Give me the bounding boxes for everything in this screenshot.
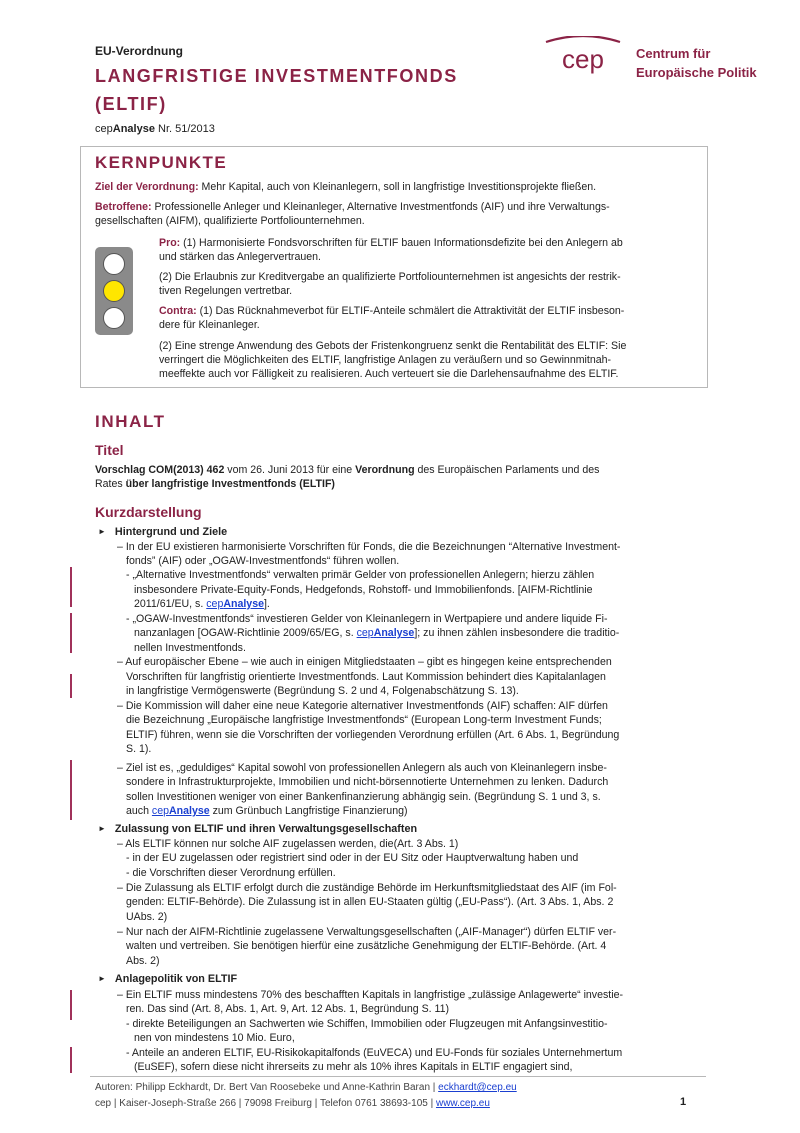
approval-line4: – Die Zulassung als ELTIF erfolgt durch die zuständige Behörde im Herkunftsmitgliedstaat des AIF (im Fol- bbox=[117, 882, 617, 894]
contra2-line3: meeffekte auch vor Fälligkeit zu realisieren. Auch verteuert sie die Darlehensaufnahme des ELTIF. bbox=[159, 368, 619, 380]
traffic-light-icon bbox=[95, 247, 133, 335]
regulation-type: EU-Verordnung bbox=[95, 44, 184, 58]
approval-line8: walten und vertreiben. Sie benötigen hierfür eine zusätzliche Genehmigung der ELTIF-Behörde. (Art. 4 bbox=[126, 940, 607, 952]
change-bar bbox=[70, 760, 72, 820]
bg-line6: - „OGAW-Investmentfonds“ investieren Gelder von Kleinanlegern in Wertpapiere und andere liquide Fi- bbox=[126, 613, 608, 625]
bg-line11: in langfristige Vermögenswerte (Begründung S. 2 und 4, Folgenabschätzung S. 13). bbox=[126, 685, 519, 697]
change-bar bbox=[70, 567, 72, 607]
approval-line7: – Nur nach der AIFM-Richtlinie zugelassene Verwaltungsgesellschaften („AIF-Manager“) dürfen ELTIF ver- bbox=[117, 926, 617, 938]
policy-line5: - Anteile an anderen ELTIF, EU-Risikokapitalfonds (EuVECA) und EU-Fonds für soziales Unternehmertum bbox=[126, 1047, 623, 1059]
pro1-line2: und stärken das Anlegervertrauen. bbox=[159, 251, 321, 263]
change-bar bbox=[70, 1047, 72, 1073]
bg-line4: insbesondere Private-Equity-Fonds, Hedgefonds, Rohstoff- und Immobilienfonds. [AIFM-Richtlinie bbox=[134, 584, 593, 596]
footer-address: cep | Kaiser-Joseph-Straße 266 | 79098 Freiburg | Telefon 0761 38693-105 | www.cep.eu bbox=[95, 1098, 490, 1109]
organization-name bbox=[636, 44, 757, 82]
bg-line9: – Auf europäischer Ebene – wie auch in einigen Mitgliedstaaten – gibt es hingegen keine entsprechenden bbox=[117, 656, 612, 668]
bg-line14: ELTIF) führen, wenn sie die Vorschriften der vorliegenden Verordnung erfüllen (Art. 6 Abs. 1, Begründung bbox=[126, 729, 620, 741]
section-background-heading: ► Hintergrund und Ziele bbox=[98, 526, 228, 538]
document-title-line1: LANGFRISTIGE INVESTMENTFONDS bbox=[95, 66, 458, 86]
policy-line4: nen von mindestens 10 Mio. Euro, bbox=[134, 1032, 295, 1044]
footer-divider bbox=[90, 1076, 706, 1077]
issue-number: cepAnalyse Nr. 51/2013 bbox=[95, 123, 215, 135]
goal-line: Ziel der Verordnung: Mehr Kapital, auch von Kleinanlegern, soll in langfristige Investitionsprojekte fließen. bbox=[95, 181, 597, 193]
proposal-title-line2: Rates über langfristige Investmentfonds (ELTIF) bbox=[95, 478, 335, 490]
logo-text: cep bbox=[562, 44, 604, 74]
approval-line9: Abs. 2) bbox=[126, 955, 160, 967]
footer bbox=[95, 1080, 517, 1112]
bg-line7: nanzanlagen [OGAW-Richtlinie 2009/65/EG, s. cepAnalyse]; zu ihnen zählen insbesondere die traditio- bbox=[134, 627, 620, 639]
lamp-bottom bbox=[103, 307, 125, 329]
lamp-middle-yellow bbox=[103, 280, 125, 302]
pro2-line1: (2) Die Erlaubnis zur Kreditvergabe an qualifizierte Portfoliounternehmen ist angesichts der restrik- bbox=[159, 271, 621, 283]
contra2-line1: (2) Eine strenge Anwendung des Gebots der Fristenkongruenz senkt die Rentabilität des ELTIF: Sie bbox=[159, 340, 627, 352]
cep-logo bbox=[538, 36, 628, 82]
cep-analyse-link[interactable]: cepAnalyse bbox=[356, 627, 415, 639]
bg-line10: Vorschriften für langfristig orientierte Investmentfonds. Laut Kommission behindert dies Kapitalanlagen bbox=[126, 671, 606, 683]
policy-line2: ren. Das sind (Art. 8, Abs. 1, Art. 9, Art. 12 Abs. 1, Begründung S. 11) bbox=[126, 1003, 450, 1015]
approval-line5: genden: ELTIF-Behörde). Die Zulassung ist in allen EU-Staaten gültig („EU-Pass“). (Art. 3 Abs. 1, Abs. 2 bbox=[126, 896, 614, 908]
organization-name-line2: Europäische Politik bbox=[636, 65, 757, 80]
approval-line1: – Als ELTIF können nur solche AIF zugelassen werden, die(Art. 3 Abs. 1) bbox=[117, 838, 459, 850]
bg-line13: die Bezeichnung „Europäische langfristige Investmentfonds“ (European Long-term Investment Funds; bbox=[126, 714, 602, 726]
key-points-box bbox=[80, 146, 708, 388]
proposal-title-line1: Vorschlag COM(2013) 462 vom 26. Juni 2013 für eine Verordnung des Europäischen Parlaments und des bbox=[95, 464, 600, 476]
change-bar bbox=[70, 990, 72, 1020]
affected-line1: Betroffene: Professionelle Anleger und Kleinanleger, Alternative Investmentfonds (AIF) und ihre Verwaltungs- bbox=[95, 201, 610, 213]
contra2-line2: verringert die Möglichkeiten des ELTIF, langfristige Anlagen zu veräußern und so Gewinnmitnah- bbox=[159, 354, 612, 366]
bg-line3: - „Alternative Investmentfonds“ verwalten primär Gelder von professionellen Anlegern; hierzu zählen bbox=[126, 569, 595, 581]
document-title-line2: (ELTIF) bbox=[95, 94, 167, 114]
bg-line19: auch cepAnalyse zum Grünbuch Langfristige Finanzierung) bbox=[126, 805, 408, 817]
approval-line2: - in der EU zugelassen oder registriert sind oder in der EU Sitz oder Hauptverwaltung haben und bbox=[126, 852, 579, 864]
contra1-line1: Contra: (1) Das Rücknahmeverbot für ELTIF-Anteile schmälert die Attraktivität der ELTIF insbeson- bbox=[159, 305, 625, 317]
pro2-line2: tiven Regelungen vertretbar. bbox=[159, 285, 293, 297]
affected-line2: gesellschaften (AIFM), qualifizierte Portfoliounternehmen. bbox=[95, 215, 365, 227]
summary-heading: Kurzdarstellung bbox=[95, 504, 202, 520]
website-link[interactable]: www.cep.eu bbox=[435, 1098, 490, 1109]
contra1-line2: dere für Kleinanleger. bbox=[159, 319, 260, 331]
bg-line2: fonds” (AIF) oder „OGAW-Investmentfonds“ führen wollen. bbox=[126, 555, 400, 567]
section-approval-heading: ► Zulassung von ELTIF und ihren Verwaltungsgesellschaften bbox=[98, 823, 418, 835]
cep-analyse-link[interactable]: cepAnalyse bbox=[151, 805, 210, 817]
organization-name-line1: Centrum für bbox=[636, 46, 711, 61]
bg-line17: sondere in Infrastrukturprojekte, Immobilien und nicht-börsennotierte Unternehmen zu lenken. Dadurch bbox=[126, 776, 609, 788]
section-investment-policy-heading: ► Anlagepolitik von ELTIF bbox=[98, 973, 238, 985]
policy-line3: - direkte Beteiligungen an Sachwerten wie Schiffen, Immobilien oder Flugzeugen mit Anfangsinvestitio- bbox=[126, 1018, 608, 1030]
approval-line6: UAbs. 2) bbox=[126, 911, 168, 923]
title-heading: Titel bbox=[95, 442, 124, 458]
lamp-top bbox=[103, 253, 125, 275]
pro1-line1: Pro: (1) Harmonisierte Fondsvorschriften für ELTIF bauen Informationsdefizite bei den Anlegern ab bbox=[159, 237, 623, 249]
policy-line6: (EuSEF), sofern diese nicht ihrerseits zu mehr als 10% ihres Kapitals in ELTIF engagiert sind, bbox=[134, 1061, 573, 1073]
email-link[interactable]: eckhardt@cep.eu bbox=[438, 1082, 517, 1093]
change-bar bbox=[70, 674, 72, 698]
policy-line1: – Ein ELTIF muss mindestens 70% des beschafften Kapitals in langfristige „zulässige Anlagewerte“ investie- bbox=[117, 989, 624, 1001]
key-points-heading: KERNPUNKTE bbox=[95, 153, 228, 172]
change-bar bbox=[70, 613, 72, 653]
bg-line5: 2011/61/EU, s. cepAnalyse]. bbox=[134, 598, 270, 610]
cep-analyse-link[interactable]: cepAnalyse bbox=[206, 598, 264, 610]
content-heading: INHALT bbox=[95, 412, 166, 431]
approval-line3: - die Vorschriften dieser Verordnung erfüllen. bbox=[126, 867, 336, 879]
page-number: 1 bbox=[680, 1096, 687, 1108]
bg-line1: – In der EU existieren harmonisierte Vorschriften für Fonds, die die Bezeichnungen “Alternative Investment- bbox=[117, 541, 621, 553]
footer-authors: Autoren: Philipp Eckhardt, Dr. Bert Van Roosebeke und Anne-Kathrin Baran | eckhardt@cep.eu bbox=[95, 1082, 517, 1093]
bg-line15: S. 1). bbox=[126, 743, 152, 755]
bg-line12: – Die Kommission will daher eine neue Kategorie alternativer Investmentfonds (AIF) schaffen: AIF dürfen bbox=[117, 700, 608, 712]
bg-line8: nellen Investmentfonds. bbox=[134, 642, 246, 654]
bg-line16: – Ziel ist es, „geduldiges“ Kapital sowohl von professionellen Anlegern als auch von Kleinanlegern insbe- bbox=[117, 762, 607, 774]
bg-line18: sollen Investitionen weniger von einer Bankenfinanzierung abhängig sein. (Begründung S. 1 und 3, s. bbox=[126, 791, 601, 803]
